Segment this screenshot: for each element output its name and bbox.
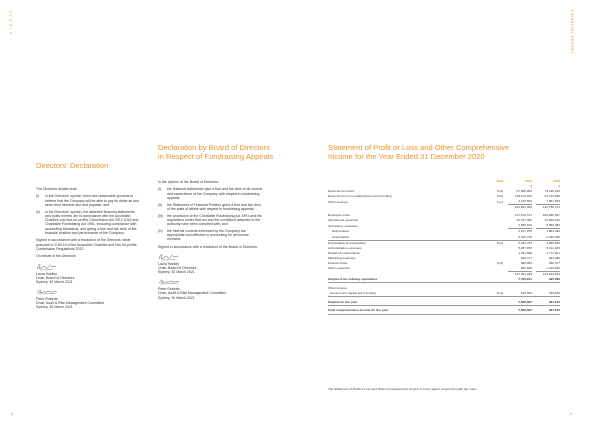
table-row: Depreciation & amortisation 5 (e) 5,332,793 4,256,826 xyxy=(328,240,560,245)
statement-title: Statement of Profit or Loss and Other Comprehensive Income for the Year Ended 31 December 2020 xyxy=(328,143,510,161)
table-row: Revenue from non-capital government funding 5 (b) 103,116,169 61,726,995 xyxy=(328,194,560,199)
table-row: Government capital grant funding 5 (a) 169,593 435,676 xyxy=(330,291,560,296)
signature-hartley xyxy=(36,262,58,272)
page-number-left: 8 xyxy=(11,411,14,416)
signature-roberts xyxy=(158,277,180,287)
directors-title: Directors' Declaration xyxy=(36,161,109,170)
table-row: Employee costs 117,670,741 109,086,327 xyxy=(328,213,560,218)
table-row: Depreciation 2,317,078 1,861,440 xyxy=(332,229,560,234)
fundraising-title: Declaration by Board of Directors in Respect of Fundraising Appeals xyxy=(158,143,274,161)
profit-loss-table xyxy=(328,179,560,315)
table-row: Occupancy expenses 4,895,194 5,860,356 xyxy=(328,223,560,228)
table-row: Other revenue 5 (c) 4,128,596 7,951,503 xyxy=(328,199,560,204)
table-subtotal-row: 147,351,945 144,292,814 xyxy=(328,272,560,278)
page-number-right: 9 xyxy=(570,411,573,416)
table-row: Other Income xyxy=(328,285,347,290)
list-item: (ii) the Statement of Financial Position gives a true and fair view of the state of affairs with respect to fundraising appeals; xyxy=(158,202,261,211)
directors-body xyxy=(36,187,140,309)
signature-hartley xyxy=(158,252,180,262)
table-row: Repairs & maintenance 1,451,598 1,772,001 xyxy=(328,250,560,255)
signatory-block: Laura Hartley Chair, Board of Directors Sydney, 30 March 2021 xyxy=(158,262,197,275)
side-label-left: K I D S 2 0 xyxy=(9,10,13,34)
table-row: Other expenses 930,638 1,445,842 xyxy=(328,266,560,271)
list-item: (i) in the Directors' opinion, there are reasonable grounds to believe that the Company will be able to pay its debts as and when they become due and payable; and xyxy=(36,194,139,207)
table-total-row: Surplus for the year 7,648,697 931,615 xyxy=(328,299,560,304)
fundraising-intro: In the opinion of the Board of Directors: xyxy=(158,180,219,184)
signatory-block: Peter Roberts Chair, Audit & Risk Management Committee Sydney, 30 March 2021 xyxy=(158,287,227,300)
signatory-block: Peter Roberts Chair, Audit & Risk Management Committee Sydney, 30 March 2021 xyxy=(36,296,105,310)
directors-resolution: Signed in accordance with a resolution of the Directors made pursuant to S.60.15 of the Australian Charities and Not-for-profits Commission Regulations 2013 xyxy=(36,238,137,251)
list-item: (iii) the provisions of the Charitable Fundraising Act 1991 and the regulations under that Act and the conditions attached to the authority have been complied with; and xyxy=(158,213,262,227)
table-row: Administrative expenses 5,287,878 5,311,033 xyxy=(328,245,560,250)
list-item: (i) the financial statements give a true and fair view of all income and expenditure of the Company with respect to fundraising appeals; xyxy=(158,187,263,200)
signature-roberts xyxy=(36,287,58,297)
directors-behalf: On behalf of the Directors xyxy=(36,254,76,259)
side-label-right: FINANCIAL REPORT xyxy=(570,10,574,55)
signatory-block: Laura Hartley Chair, Board of Directors Sydney, 30 March 2021 xyxy=(36,271,75,284)
table-row: Operational expenses 10,797,392 15,646,616 xyxy=(328,218,560,223)
list-item: (ii) in the Directors' opinion, the attached financial statements and notes thereto are in accordance with the Australian Charities and Not-for-profits Commission Act 2012 (Cth) and Charitable Fundraising Act 1991, including compliance with accounting standards, and giving a true and fair view of the financial position and performance of the Company. xyxy=(36,209,139,236)
table-subtotal-row: 154,831,049 142,788,731 xyxy=(328,205,560,211)
fundraising-body xyxy=(158,180,264,300)
table-row: Revenue from fees 5 (a) 47,586,284 73,110,233 xyxy=(328,189,560,194)
table-row: Finance costs 5 (d) 485,000 480,477 xyxy=(328,261,560,265)
table-total-row: Total comprehensive income for the year 7,648,697 931,615 xyxy=(328,308,560,313)
table-total-row: Surplus from ordinary operations 7,479,104 495,939 xyxy=(328,277,560,282)
fundraising-resolution: Signed in accordance with a resolution of the Board of Directors. xyxy=(158,244,258,249)
table-header-row: Note 2020 2019 xyxy=(496,179,560,183)
table-row: Marketing expenses 500,727 833,485 xyxy=(328,255,560,260)
table-currency-row: $ $ xyxy=(530,184,560,189)
list-item: (iv) the internal controls exercised by the Company are appropriate and effective in accounting for all income received. xyxy=(158,228,249,242)
statement-footnote: The Statement of Profit or Loss and Other Comprehensive Income is to be read in conjunction with the notes. xyxy=(328,387,478,391)
table-row: Amortisation 3,015,715 2,395,366 xyxy=(328,235,560,241)
directors-intro: The Directors declare that: xyxy=(36,187,78,191)
